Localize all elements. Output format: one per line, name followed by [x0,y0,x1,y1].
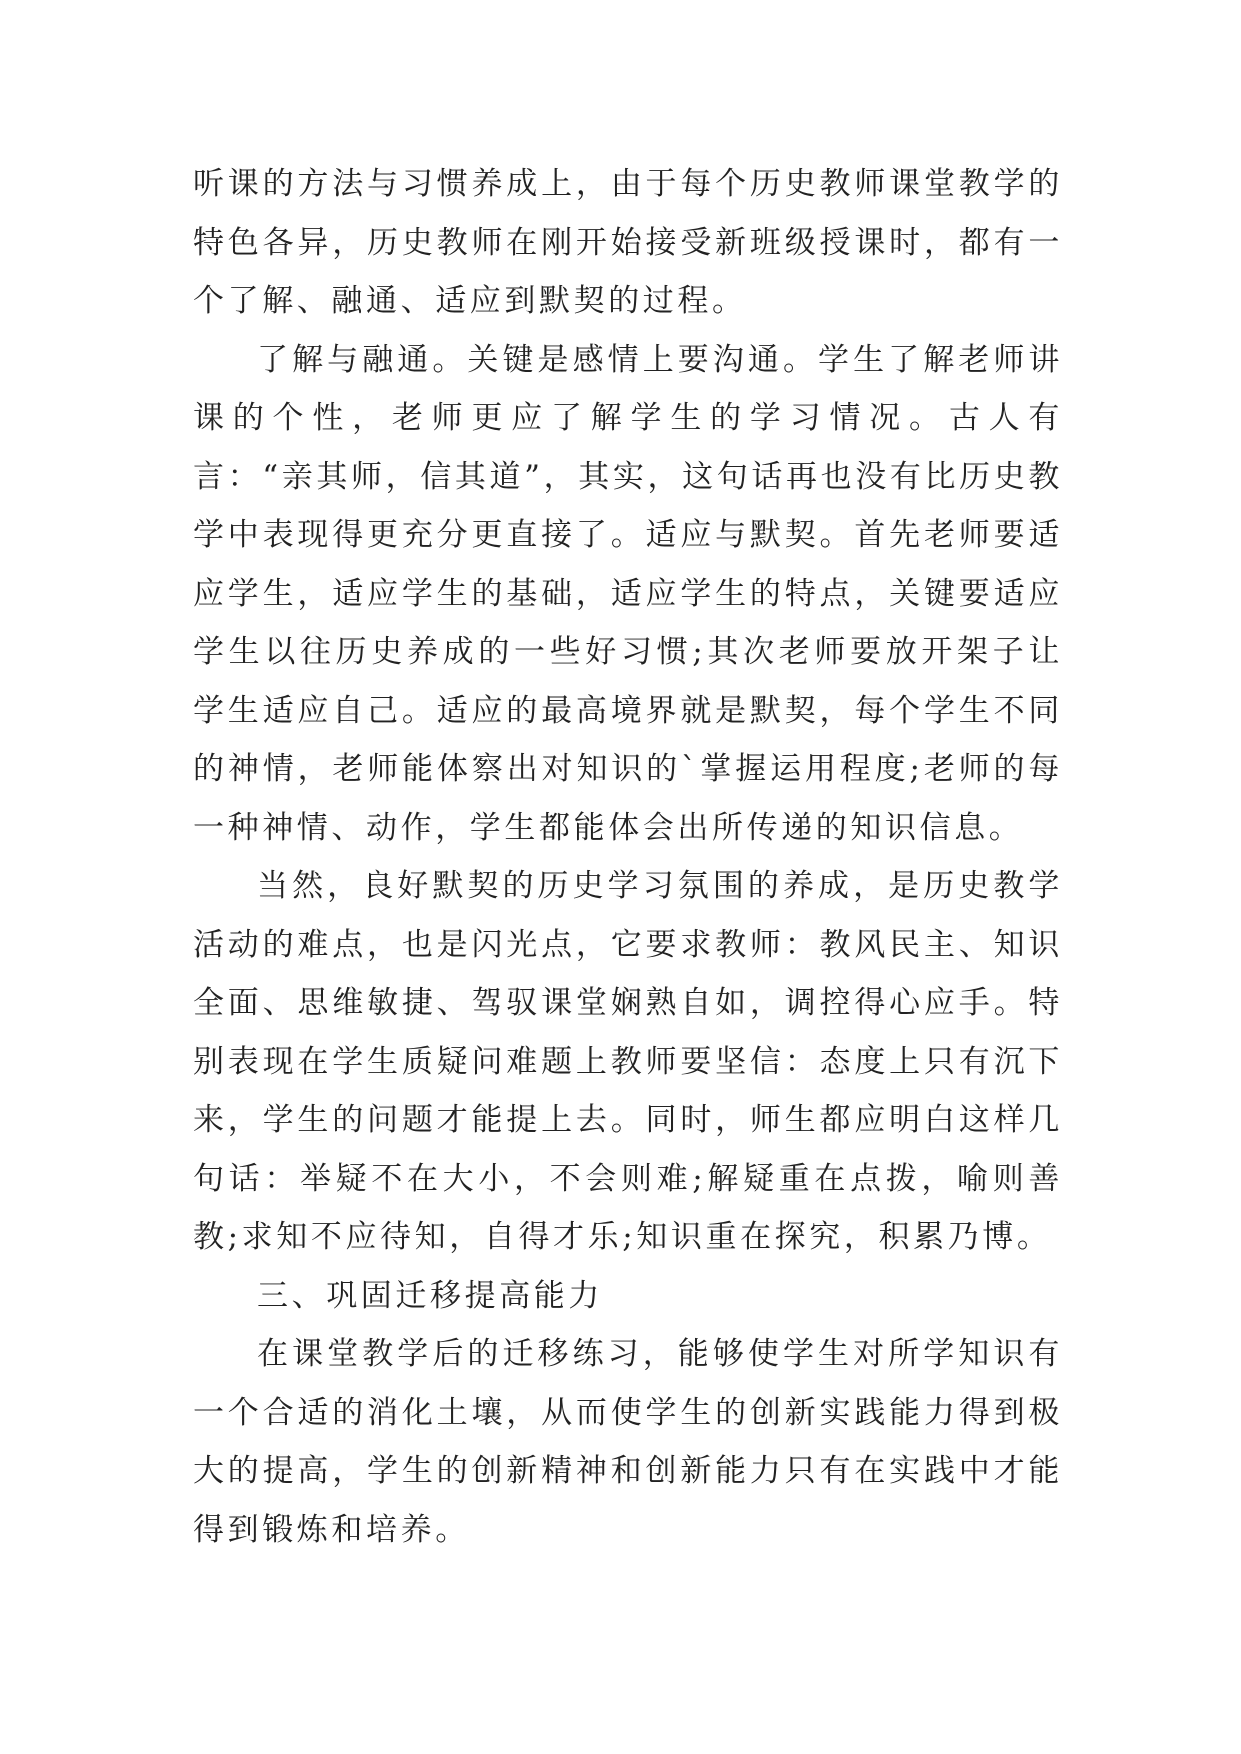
section-heading: 三、巩固迁移提高能力 [257,1277,603,1314]
paragraph-4: 在课堂教学后的迁移练习，能够使学生对所学知识有一个合适的消化土壤，从而使学生的创新实践能力得到极大的提高，学生的创新精神和创新能力只有在实践中才能得到锻炼和培养。 [193,1336,1063,1548]
document-page [193,155,1063,1559]
paragraph-2: 了解与融通。关键是感情上要沟通。学生了解老师讲课的个性，老师更应了解学生的学习情况。古人有言：“亲其师，信其道”，其实，这句话再也没有比历史教学中表现得更充分更直接了。适应与默契。首先老师要适应学生，适应学生的基础，适应学生的特点，关键要适应学生以往历史养成的一些好习惯;其次老师要放开架子让学生适应自己。适应的最高境界就是默契，每个学生不同的神情，老师能体察出对知识的`掌握运用程度;老师的每一种神情、动作，学生都能体会出所传递的知识信息。 [193,341,1063,846]
paragraph-1: 听课的方法与习惯养成上，由于每个历史教师课堂教学的特色各异，历史教师在刚开始接受新班级授课时，都有一个了解、融通、适应到默契的过程。 [193,166,1063,319]
paragraph-3: 当然，良好默契的历史学习氛围的养成，是历史教学活动的难点，也是闪光点，它要求教师：教风民主、知识全面、思维敏捷、驾驭课堂娴熟自如，调控得心应手。特别表现在学生质疑问难题上教师要坚信：态度上只有沉下来，学生的问题才能提上去。同时，师生都应明白这样几句话：举疑不在大小，不会则难;解疑重在点拨，喻则善教;求知不应待知，自得才乐;知识重在探究，积累乃博。 [193,868,1063,1255]
